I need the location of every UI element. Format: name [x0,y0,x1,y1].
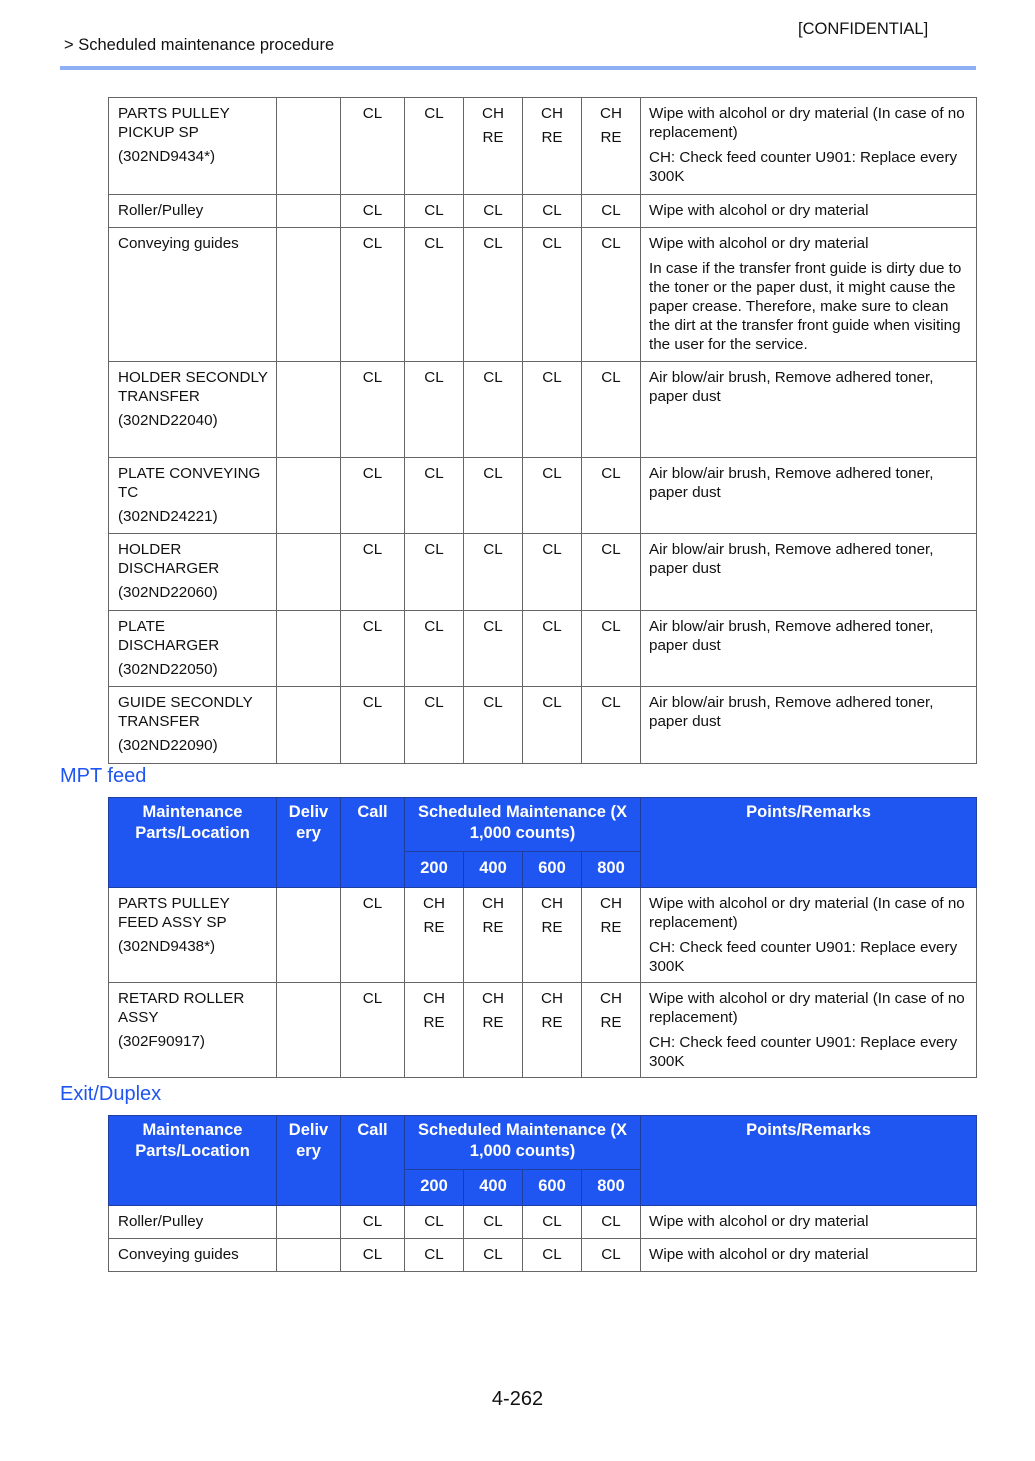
table-row [109,1206,977,1239]
interval-code: CL [601,541,621,558]
remark-text: Wipe with alcohol or dry material [649,1246,869,1263]
remarks-cell [641,98,977,195]
remarks-cell [641,983,977,1078]
header-scheduled-maintenance: Scheduled Maintenance (X 1,000 counts) [405,1116,641,1170]
header-interval-800: 800 [582,1170,641,1206]
interval-code: CL [424,694,444,711]
table-row [109,98,977,195]
interval-cell-600 [523,888,582,983]
interval-code: CL [542,541,562,558]
interval-code: RE [482,1014,504,1031]
interval-cell-800 [582,1239,641,1272]
interval-code: RE [541,1014,563,1031]
interval-code: CH [600,105,622,122]
exit-duplex-table [108,1115,977,1272]
interval-cell-600 [523,687,582,764]
delivery-cell [277,983,341,1078]
interval-code: CL [424,369,444,386]
interval-code: RE [423,1014,445,1031]
table-row [109,362,977,458]
interval-cell-200 [405,534,464,611]
remark-text: Wipe with alcohol or dry material [649,1213,869,1230]
interval-cell-400 [464,1206,523,1239]
interval-cell-800 [582,1206,641,1239]
remark-text: Air blow/air brush, Remove adhered toner, paper dust [649,694,934,730]
call-cell: CL [341,611,405,687]
part-cell [109,983,277,1078]
call-cell: CL [341,195,405,228]
call-cell: CL [341,983,405,1078]
interval-code: CL [483,1246,503,1263]
interval-code: CL [542,202,562,219]
interval-code: CH [600,895,622,912]
interval-cell-800 [582,534,641,611]
interval-code: CL [601,202,621,219]
interval-cell-400 [464,1239,523,1272]
part-cell [109,534,277,611]
remarks-cell [641,1239,977,1272]
table-row [109,611,977,687]
interval-code: CL [424,1246,444,1263]
interval-code: CL [424,105,444,122]
remark-text: Air blow/air brush, Remove adhered toner, paper dust [649,618,934,654]
interval-cell-600 [523,1239,582,1272]
remark-text: Air blow/air brush, Remove adhered toner, paper dust [649,369,934,405]
interval-code: CH [600,990,622,1007]
interval-cell-400 [464,611,523,687]
page-number: 4-262 [491,1388,544,1410]
call-cell: CL [341,687,405,764]
maintenance-table-continued [108,97,977,764]
table-row [109,983,977,1078]
call-cell: CL [341,888,405,983]
interval-code: CL [483,618,503,635]
part-cell [109,195,277,228]
delivery-cell [277,1206,341,1239]
interval-code: CH [482,895,504,912]
call-cell: CL [341,98,405,195]
interval-cell-200 [405,195,464,228]
interval-code: CL [542,694,562,711]
delivery-cell [277,458,341,534]
interval-code: CL [483,465,503,482]
remarks-cell [641,362,977,458]
interval-code: CH [541,895,563,912]
header-delivery: Deliv ery [277,798,341,888]
interval-cell-800 [582,362,641,458]
interval-code: CL [542,465,562,482]
interval-cell-400 [464,362,523,458]
part-cell [109,458,277,534]
interval-code: CL [542,369,562,386]
section-title-exit-duplex: Exit/Duplex [60,1083,162,1105]
part-cell [109,1206,277,1239]
delivery-cell [277,228,341,362]
interval-cell-800 [582,983,641,1078]
interval-cell-400 [464,888,523,983]
interval-code: CL [542,235,562,252]
interval-code: RE [482,129,504,146]
header-delivery: Deliv ery [277,1116,341,1206]
interval-code: CH [423,895,445,912]
interval-code: CL [483,694,503,711]
interval-cell-400 [464,195,523,228]
interval-cell-400 [464,534,523,611]
interval-cell-800 [582,611,641,687]
part-number: (302ND9438*) [118,938,216,955]
interval-cell-200 [405,458,464,534]
mpt-feed-table [108,797,977,1078]
interval-cell-800 [582,98,641,195]
interval-cell-600 [523,611,582,687]
interval-cell-200 [405,1239,464,1272]
interval-code: RE [600,919,622,936]
part-name: GUIDE SECONDLY TRANSFER [118,694,253,730]
part-name: HOLDER DISCHARGER [118,541,220,577]
interval-cell-200 [405,888,464,983]
call-cell: CL [341,362,405,458]
interval-cell-400 [464,458,523,534]
header-interval-600: 600 [523,1170,582,1206]
part-cell [109,362,277,458]
part-number: (302ND24221) [118,508,218,525]
interval-cell-200 [405,983,464,1078]
interval-code: CL [483,369,503,386]
breadcrumb: > Scheduled maintenance procedure [64,36,335,54]
part-cell [109,687,277,764]
remark-text: CH: Check feed counter U901: Replace every 300K [649,1034,958,1070]
interval-code: CL [601,235,621,252]
part-cell [109,611,277,687]
interval-code: CL [601,465,621,482]
remark-text: Wipe with alcohol or dry material (In case of no replacement) [649,990,965,1026]
delivery-cell [277,687,341,764]
interval-code: CL [424,541,444,558]
interval-code: CL [483,235,503,252]
delivery-cell [277,1239,341,1272]
header-interval-200: 200 [405,1170,464,1206]
interval-code: CL [424,235,444,252]
interval-code: CL [424,1213,444,1230]
part-name: Conveying guides [118,1246,239,1263]
part-name: PLATE CONVEYING TC [118,465,261,501]
remarks-cell [641,888,977,983]
header-interval-400: 400 [464,852,523,888]
part-number: (302ND9434*) [118,148,216,165]
interval-cell-200 [405,362,464,458]
part-number: (302ND22060) [118,584,218,601]
header-parts-location: Maintenance Parts/Location [109,1116,277,1206]
interval-cell-800 [582,228,641,362]
interval-cell-400 [464,687,523,764]
interval-code: CL [424,618,444,635]
interval-cell-800 [582,888,641,983]
call-cell: CL [341,1239,405,1272]
call-cell: CL [341,228,405,362]
interval-code: CH [541,990,563,1007]
remarks-cell [641,687,977,764]
header-call: Call [341,1116,405,1206]
remark-text: Air blow/air brush, Remove adhered toner, paper dust [649,541,934,577]
interval-cell-200 [405,98,464,195]
part-name: Conveying guides [118,235,239,252]
table-row [109,195,977,228]
interval-code: CL [424,465,444,482]
interval-cell-200 [405,687,464,764]
interval-code: CL [601,1213,621,1230]
remarks-cell [641,1206,977,1239]
interval-cell-200 [405,1206,464,1239]
part-cell [109,228,277,362]
interval-code: CH [482,990,504,1007]
interval-cell-200 [405,228,464,362]
part-name: PLATE DISCHARGER [118,618,220,654]
interval-cell-600 [523,534,582,611]
part-number: (302ND22090) [118,737,218,754]
interval-cell-600 [523,1206,582,1239]
header-interval-400: 400 [464,1170,523,1206]
remark-text: Wipe with alcohol or dry material [649,235,869,252]
interval-cell-600 [523,228,582,362]
interval-code: CL [601,1246,621,1263]
interval-code: CL [542,1213,562,1230]
delivery-cell [277,611,341,687]
interval-cell-400 [464,228,523,362]
table-row [109,687,977,764]
part-name: Roller/Pulley [118,1213,204,1230]
remarks-cell [641,458,977,534]
remark-text: Wipe with alcohol or dry material (In case of no replacement) [649,895,965,931]
part-cell [109,1239,277,1272]
interval-code: CL [601,369,621,386]
part-name: RETARD ROLLER ASSY [118,990,245,1026]
interval-code: RE [541,919,563,936]
part-cell [109,98,277,195]
interval-code: CL [542,1246,562,1263]
section-title-mpt-feed: MPT feed [60,765,147,787]
interval-code: CH [482,105,504,122]
interval-cell-600 [523,98,582,195]
interval-cell-200 [405,611,464,687]
part-name: PARTS PULLEY PICKUP SP [118,105,230,141]
remarks-cell [641,534,977,611]
part-name: HOLDER SECONDLY TRANSFER [118,369,268,405]
header-rule [60,66,976,70]
interval-cell-600 [523,458,582,534]
interval-code: RE [600,1014,622,1031]
header-call: Call [341,798,405,888]
interval-cell-400 [464,98,523,195]
interval-code: RE [423,919,445,936]
interval-code: CL [601,694,621,711]
remark-text: CH: Check feed counter U901: Replace every 300K [649,939,958,975]
interval-cell-800 [582,195,641,228]
part-name: Roller/Pulley [118,202,204,219]
table-row [109,534,977,611]
interval-code: CL [601,618,621,635]
remark-text: Wipe with alcohol or dry material (In case of no replacement) [649,105,965,141]
interval-code: CL [424,202,444,219]
interval-cell-400 [464,983,523,1078]
call-cell: CL [341,458,405,534]
interval-cell-800 [582,687,641,764]
delivery-cell [277,195,341,228]
header-scheduled-maintenance: Scheduled Maintenance (X 1,000 counts) [405,798,641,852]
interval-code: CL [542,618,562,635]
table-row [109,888,977,983]
header-interval-800: 800 [582,852,641,888]
remark-text: CH: Check feed counter U901: Replace every 300K [649,149,958,185]
remarks-cell [641,611,977,687]
header-points-remarks: Points/Remarks [641,798,977,888]
interval-code: RE [541,129,563,146]
part-number: (302ND22040) [118,412,218,429]
table-row [109,1239,977,1272]
interval-cell-600 [523,362,582,458]
delivery-cell [277,98,341,195]
table-row [109,458,977,534]
part-cell [109,888,277,983]
interval-cell-600 [523,195,582,228]
remark-text: Wipe with alcohol or dry material [649,202,869,219]
header-parts-location: Maintenance Parts/Location [109,798,277,888]
interval-code: CL [483,202,503,219]
header-interval-200: 200 [405,852,464,888]
confidential-label: [CONFIDENTIAL] [798,20,929,38]
remark-text: Air blow/air brush, Remove adhered toner, paper dust [649,465,934,501]
table-row [109,228,977,362]
call-cell: CL [341,534,405,611]
interval-code: CL [483,1213,503,1230]
header-interval-600: 600 [523,852,582,888]
part-name: PARTS PULLEY FEED ASSY SP [118,895,230,931]
remarks-cell [641,228,977,362]
delivery-cell [277,888,341,983]
interval-code: RE [600,129,622,146]
remarks-cell [641,195,977,228]
part-number: (302F90917) [118,1033,205,1050]
interval-code: RE [482,919,504,936]
delivery-cell [277,362,341,458]
interval-cell-600 [523,983,582,1078]
interval-code: CL [483,541,503,558]
interval-cell-800 [582,458,641,534]
part-number: (302ND22050) [118,661,218,678]
header-points-remarks: Points/Remarks [641,1116,977,1206]
remark-text: In case if the transfer front guide is dirty due to the toner or the paper dust, it might cause the paper crease. Therefore, make sure to clean the dirt at the transfer front guide when visiting the user for the service. [649,260,962,353]
call-cell: CL [341,1206,405,1239]
delivery-cell [277,534,341,611]
interval-code: CH [423,990,445,1007]
interval-code: CH [541,105,563,122]
